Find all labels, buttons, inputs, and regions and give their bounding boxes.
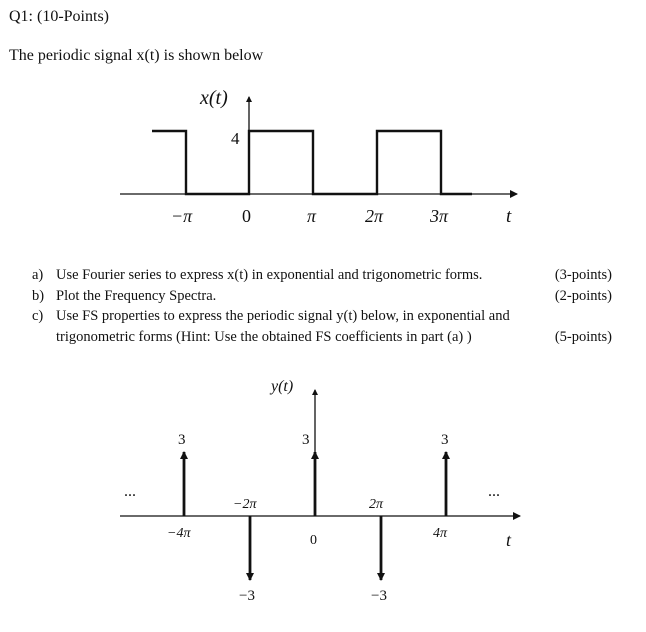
tick-label-0: 0	[242, 206, 251, 226]
impulse-label-neg-4pi: 3	[178, 432, 186, 448]
part-c-text: Use FS properties to express the periodic signal y(t) below, in exponential and	[56, 308, 510, 324]
x-label-0: 0	[310, 533, 317, 548]
amplitude-label: 4	[231, 129, 240, 148]
ellipsis-left: ...	[124, 483, 136, 500]
part-b-text: Plot the Frequency Spectra.	[56, 287, 217, 304]
x-label-t: t	[506, 530, 512, 550]
square-wave	[152, 131, 472, 194]
tick-label-2pi: 2π	[365, 206, 384, 226]
impulse-label-neg-2pi: −3	[239, 588, 255, 604]
tick-label-3pi: 3π	[430, 206, 449, 226]
x-label-neg-4pi: −4π	[167, 526, 191, 541]
figure-y-of-t	[120, 378, 520, 604]
tick-label-pi: π	[307, 206, 317, 226]
ellipsis-right: ...	[488, 483, 500, 500]
impulse-label-2pi: −3	[371, 588, 387, 604]
question-intro: The periodic signal x(t) is shown below	[9, 47, 264, 64]
t-axis-label: t	[506, 206, 512, 227]
part-a-letter: a)	[32, 267, 44, 283]
part-a	[32, 265, 612, 286]
tick-label-neg-pi: −π	[171, 206, 193, 226]
part-c-continuation-text: trigonometric forms (Hint: Use the obtained FS coefficients in part (a) )	[56, 328, 472, 345]
question-parts	[32, 265, 612, 347]
part-c-continuation	[32, 327, 612, 348]
x-label-2pi: 2π	[369, 497, 384, 512]
y-of-t-label: y(t)	[271, 378, 294, 395]
part-c-letter: c)	[32, 308, 44, 324]
impulse-label-0: 3	[302, 432, 310, 448]
x-of-t-label: x(t)	[200, 87, 228, 109]
question-header: Q1: (10-Points)	[9, 8, 109, 25]
part-a-text: Use Fourier series to express x(t) in exponential and trigonometric forms.	[56, 267, 483, 283]
part-b-letter: b)	[32, 287, 45, 304]
impulse-label-4pi: 3	[441, 432, 449, 448]
part-b-points: (2-points)	[554, 287, 612, 304]
part-c-points: (5-points)	[554, 328, 612, 345]
figure-x-of-t	[120, 87, 517, 227]
x-label-4pi: 4π	[433, 526, 448, 541]
x-label-neg-2pi: −2π	[233, 497, 257, 512]
part-c	[32, 306, 612, 327]
part-a-points: (3-points)	[554, 267, 612, 283]
part-b	[32, 286, 612, 307]
